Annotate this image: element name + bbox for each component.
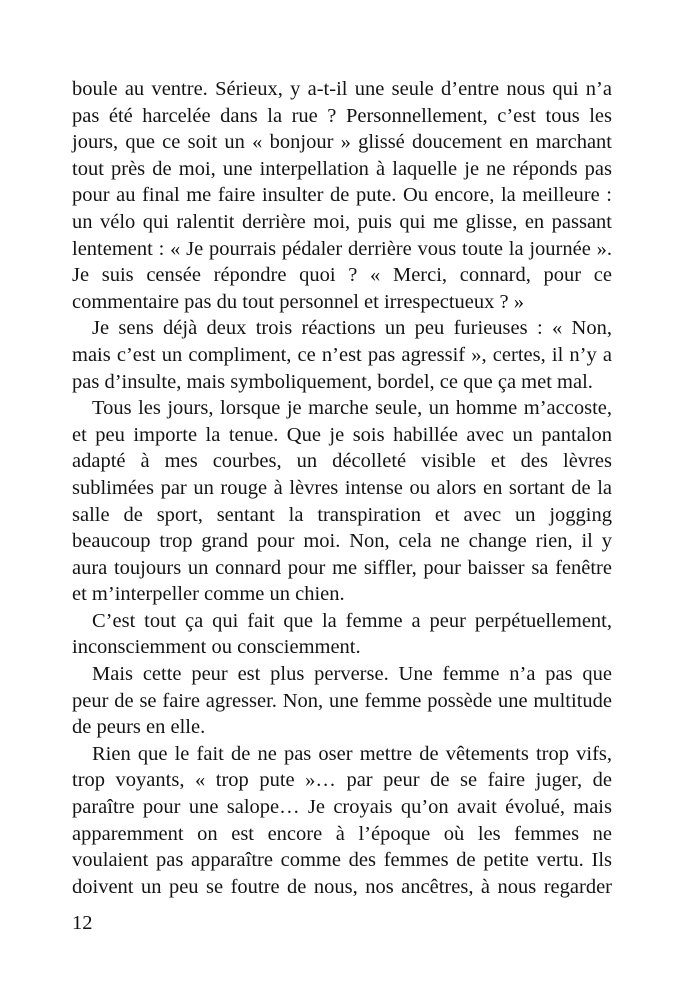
paragraph [72,315,612,395]
text-line: apparemment on est encore à l’époque où les femmes ne [72,822,612,845]
text-line: jours, que ce soit un « bonjour » glissé doucement en marchant [72,131,612,154]
text-line: Je sens déjà deux trois réactions un peu furieuses : « Non, [92,317,612,340]
paragraph [72,76,612,315]
text-line: Mais cette peur est plus perverse. Une femme n’a pas que [92,663,612,686]
text-line: mais c’est un compliment, ce n’est pas agressif », certes, il n’y a [72,343,612,366]
text-line: beaucoup trop grand pour moi. Non, cela ne change rien, il y [72,530,612,553]
text-line: C’est tout ça qui fait que la femme a peur perpétuellement, [92,609,612,632]
text-line: boule au ventre. Sérieux, y a-t-il une seule d’entre nous qui n’a [72,78,612,100]
text-line: aura toujours un connard pour me siffler, pour baisser sa fenêtre [72,556,612,579]
text-line: lentement : « Je pourrais pédaler derrière vous toute la journée ». [72,237,612,260]
text-line: paraître pour une salope… Je croyais qu’on avait évolué, mais [72,796,612,819]
text-line: trop voyants, « trop pute »… par peur de se faire juger, de [72,769,612,792]
text-line: et m’interpeller comme un chien. [72,583,345,606]
body-text [72,76,612,900]
text-line: commentaire pas du tout personnel et irrespectueux ? » [72,290,524,313]
paragraph [72,661,612,741]
text-line: peur de se faire agresser. Non, une femme possède une multitude [72,689,612,712]
text-line: tout près de moi, une interpellation à laquelle je ne réponds pas [72,157,612,180]
text-line: doivent un peu se foutre de nous, nos ancêtres, à nous regarder [72,875,612,898]
paragraph [72,741,612,901]
text-line: voulaient pas apparaître comme des femmes de petite vertu. Ils [72,849,612,872]
text-line: Je suis censée répondre quoi ? « Merci, connard, pour ce [72,264,612,287]
text-line: pas d’insulte, mais symboliquement, bordel, ce que ça met mal. [72,370,593,393]
text-line: adapté à mes courbes, un décolleté visible et des lèvres [72,450,612,473]
text-line: et peu importe la tenue. Que je sois habillée avec un pantalon [72,423,612,446]
paragraph [72,608,612,661]
text-line: sublimées par un rouge à lèvres intense ou alors en sortant de la [72,476,612,499]
text-line: Tous les jours, lorsque je marche seule, un homme m’accoste, [92,397,612,420]
text-line: salle de sport, sentant la transpiration et avec un jogging [72,503,612,526]
text-line: pour au final me faire insulter de pute. Ou encore, la meilleure : [72,184,612,207]
text-line: inconsciemment ou consciemment. [72,636,361,659]
text-line: un vélo qui ralentit derrière moi, puis qui me glisse, en passant [72,210,612,233]
text-line: pas été harcelée dans la rue ? Personnellement, c’est tous les [72,104,612,127]
text-line: de peurs en elle. [72,716,206,739]
paragraph [72,395,612,608]
page-number: 12 [72,912,93,934]
text-line: Rien que le fait de ne pas oser mettre de vêtements trop vifs, [92,742,612,765]
